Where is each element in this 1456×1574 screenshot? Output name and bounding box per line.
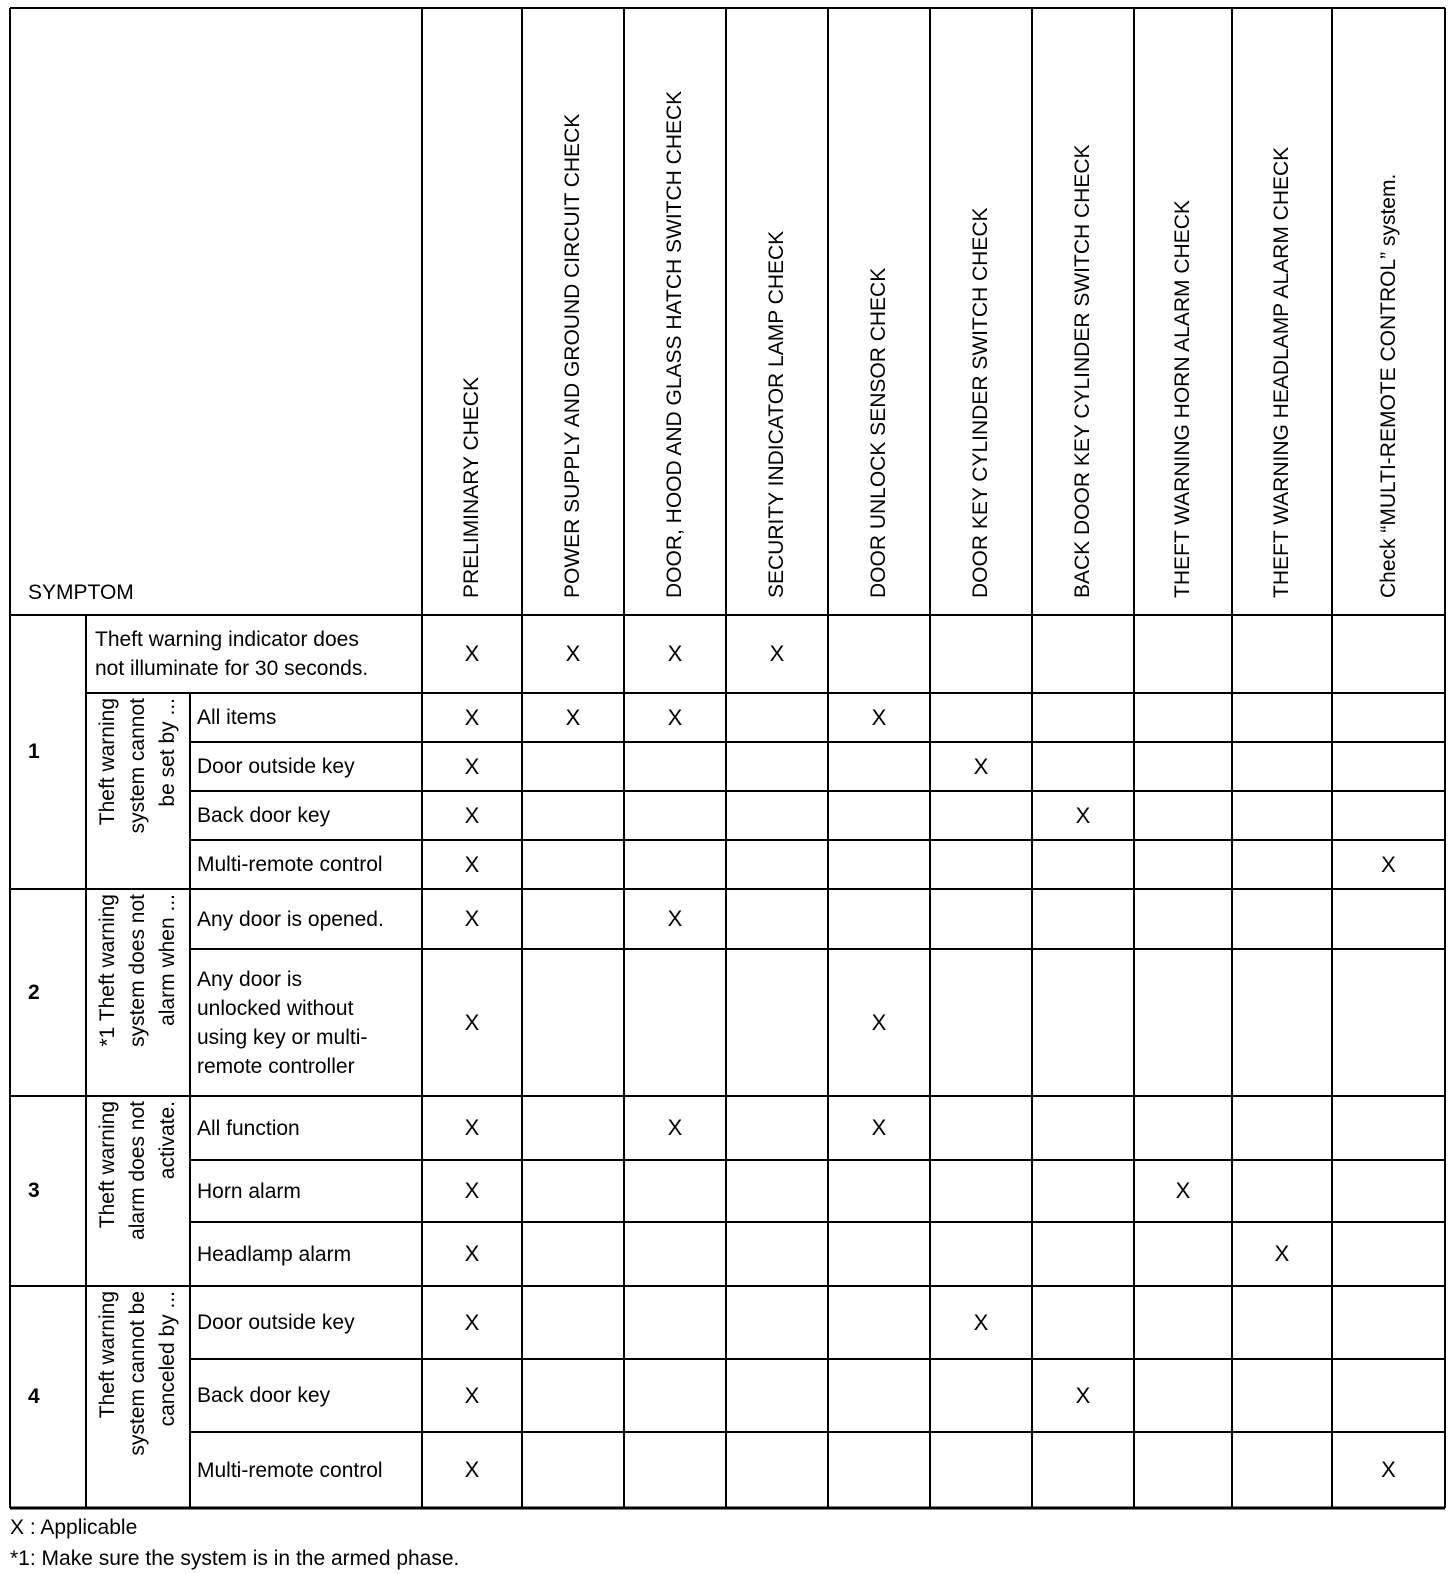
- applicable-mark: X: [1381, 1457, 1396, 1482]
- applicable-mark: X: [667, 906, 683, 931]
- applicable-mark: X: [667, 1115, 683, 1140]
- applicable-mark: X: [667, 641, 683, 666]
- applicable-mark: X: [464, 1178, 480, 1203]
- symptom-condition-text: Multi-remote control: [197, 1458, 383, 1482]
- applicable-mark: X: [464, 704, 480, 730]
- symptom-header: SYMPTOM: [28, 581, 134, 604]
- applicable-mark: X: [464, 906, 480, 931]
- symptom-group-number: 2: [28, 980, 40, 1004]
- applicable-mark: X: [1075, 1382, 1091, 1408]
- applicable-mark: X: [464, 753, 480, 779]
- check-column-header: POWER SUPPLY AND GROUND CIRCUIT CHECK: [561, 113, 584, 598]
- check-column-header: PRELIMINARY CHECK: [460, 377, 483, 598]
- symptom-group-number: 4: [28, 1385, 40, 1408]
- symptom-sub-label: Theft warning system cannot be canceled by ...: [96, 1291, 179, 1456]
- symptom-sub-label: Theft warning system cannot be set by ...: [96, 698, 179, 834]
- applicable-mark: X: [1075, 802, 1091, 828]
- symptom-condition-text: Back door key: [197, 804, 331, 827]
- applicable-mark: X: [464, 1009, 480, 1035]
- applicable-mark: X: [464, 802, 480, 828]
- symptom-condition-text: Multi-remote control: [197, 853, 383, 876]
- symptom-condition-text: Headlamp alarm: [197, 1242, 352, 1266]
- applicable-mark: X: [464, 1457, 480, 1482]
- check-column-header: THEFT WARNING HORN ALARM CHECK: [1171, 200, 1194, 598]
- check-column-header: DOOR, HOOD AND GLASS HATCH SWITCH CHECK: [663, 90, 686, 598]
- symptom-condition-text: All function: [197, 1116, 300, 1140]
- check-column-header: Check “MULTI-REMOTE CONTROL” system.: [1376, 173, 1400, 598]
- applicable-mark: X: [1175, 1178, 1191, 1203]
- symptom-condition-text: Back door key: [197, 1384, 331, 1407]
- applicable-mark: X: [871, 1009, 887, 1035]
- applicable-mark: X: [565, 641, 581, 666]
- symptom-condition-text: Horn alarm: [197, 1179, 301, 1203]
- check-column-header: SECURITY INDICATOR LAMP CHECK: [765, 230, 788, 598]
- indicator-symptom-text: Theft warning indicator does not illuminate for 30 seconds.: [95, 628, 369, 680]
- applicable-mark: X: [1274, 1241, 1290, 1266]
- applicable-mark: X: [565, 704, 581, 730]
- symptom-condition-text: Door outside key: [197, 1311, 355, 1334]
- symptom-condition-text: Any door is unlocked without using key or multi- remote controller: [197, 967, 368, 1078]
- footnote: *1: Make sure the system is in the armed phase.: [10, 1547, 460, 1570]
- applicable-mark: X: [871, 704, 887, 730]
- check-column-header: THEFT WARNING HEADLAMP ALARM CHECK: [1270, 146, 1293, 598]
- symptom-sub-label: *1 Theft warning system does not alarm when ...: [96, 894, 179, 1047]
- applicable-mark: X: [464, 1309, 480, 1335]
- applicable-mark: X: [1381, 851, 1396, 877]
- applicable-mark: X: [769, 641, 785, 666]
- applicable-mark: X: [464, 851, 480, 877]
- symptom-sub-label: Theft warning alarm does not activate.: [96, 1101, 179, 1240]
- applicable-mark: X: [667, 704, 683, 730]
- applicable-mark: X: [973, 753, 989, 779]
- applicable-mark: X: [973, 1309, 989, 1335]
- symptom-group-number: 1: [28, 740, 40, 763]
- symptom-condition-text: Any door is opened.: [197, 907, 384, 931]
- applicable-mark: X: [464, 1382, 480, 1408]
- check-column-header: DOOR KEY CYLINDER SWITCH CHECK: [969, 207, 992, 598]
- applicable-mark: X: [871, 1115, 887, 1140]
- legend-note: X : Applicable: [10, 1516, 138, 1539]
- symptom-condition-text: All items: [197, 706, 277, 729]
- symptom-group-number: 3: [28, 1179, 40, 1202]
- applicable-mark: X: [464, 641, 480, 666]
- applicable-mark: X: [464, 1115, 480, 1140]
- check-column-header: BACK DOOR KEY CYLINDER SWITCH CHECK: [1071, 144, 1094, 598]
- symptom-condition-text: Door outside key: [197, 755, 355, 778]
- check-column-header: DOOR UNLOCK SENSOR CHECK: [867, 267, 890, 598]
- applicable-mark: X: [464, 1241, 480, 1266]
